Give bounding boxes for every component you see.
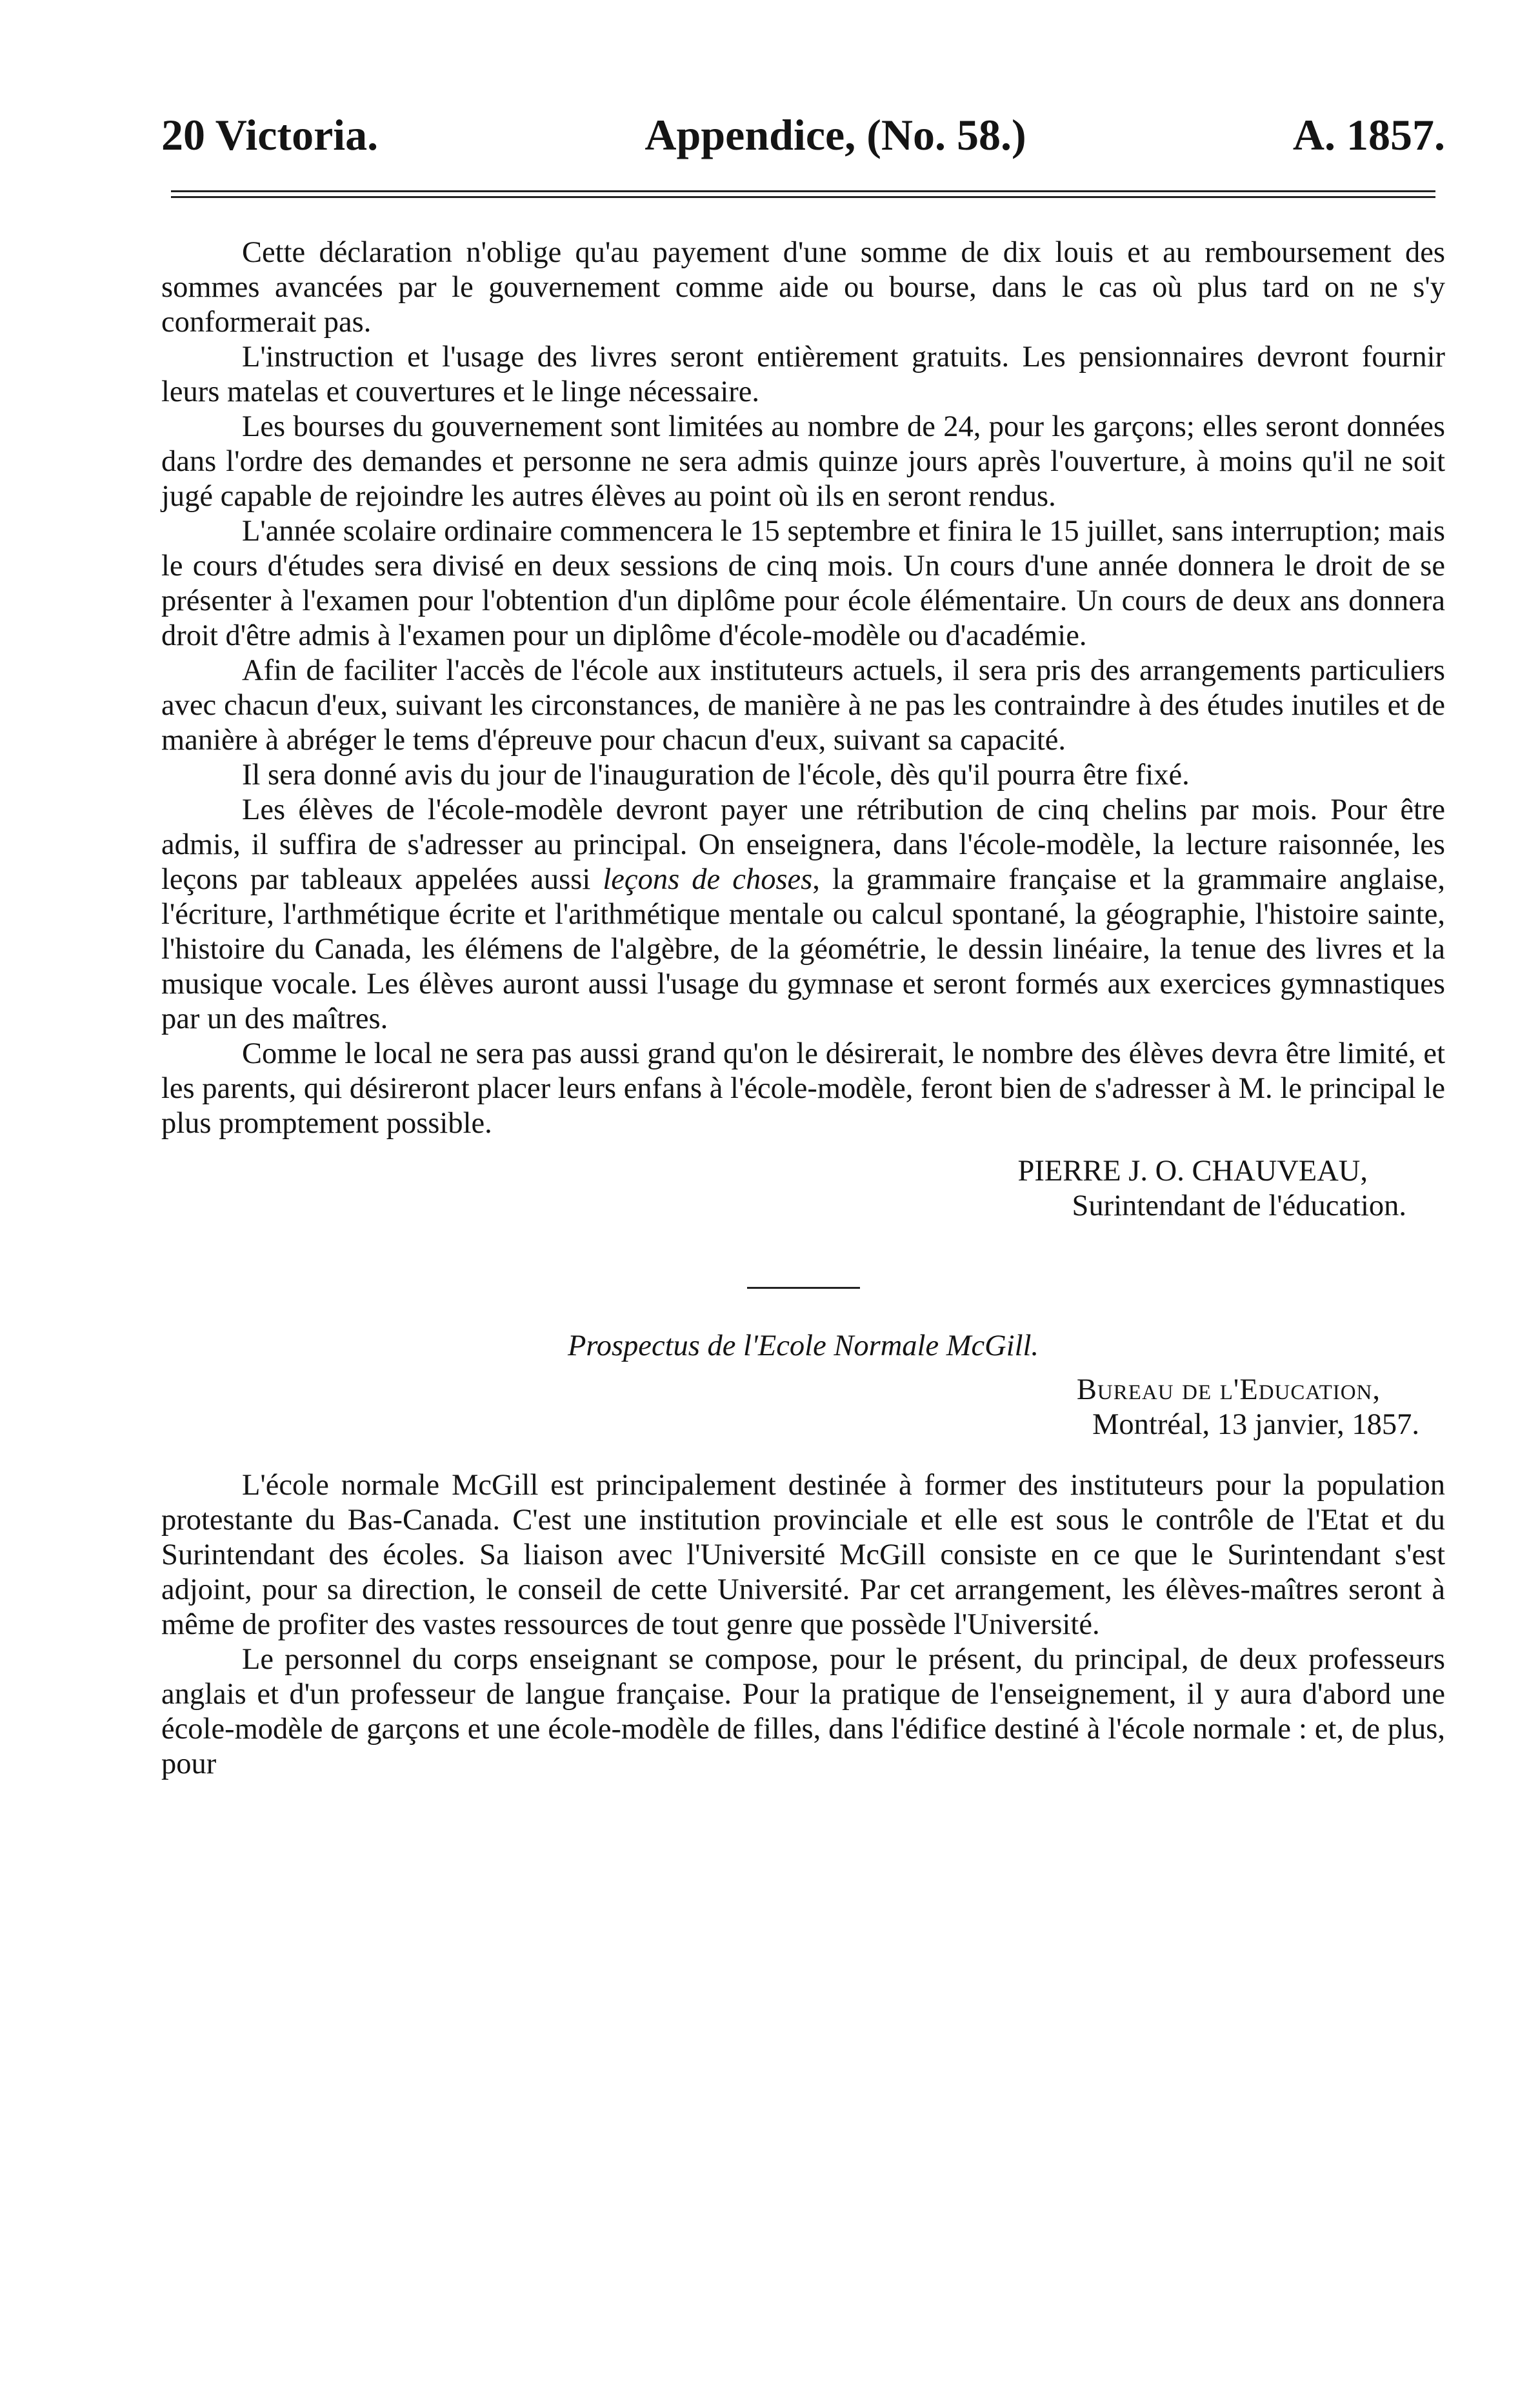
header-appendix: Appendice, (No. 58.): [645, 110, 1026, 159]
header-year: A. 1857.: [1292, 110, 1445, 159]
paragraph: Il sera donné avis du jour de l'inauguration de l'école, dès qu'il pourra être fixé.: [242, 759, 1190, 791]
header-double-rule: [171, 190, 1435, 198]
paragraph: L'école normale McGill est principalement destinée à former des instituteurs pour la population protestante du Bas-Canada. C'est une institution provinciale et elle est sous le contrôle de l'Etat et du Surintendant des écoles. Sa liaison avec l'Université McGill consiste en ce que le Surintendant s'est adjoint, pour sa direction, le conseil de cette Université. Par cet arrangement, les élèves-maîtres seront à même de profiter des vastes ressources de tout genre que possède l'Université.: [161, 1469, 1445, 1641]
paragraph: Le personnel du corps enseignant se compose, pour le présent, du principal, de deux professeurs anglais et d'un professeur de langue française. Pour la pratique de l'enseignement, il y aura d'abord une école-modèle de garçons et une école-modèle de filles, dans l'édifice destiné à l'école normale : et, de plus, pour: [161, 1643, 1445, 1780]
signatory-title: Surintendant de l'éducation.: [1072, 1189, 1406, 1222]
section2-body: [161, 1468, 1445, 1782]
paragraph: Cette déclaration n'oblige qu'au payement d'une somme de dix louis et au remboursement des sommes avancées par le gouvernement comme aide ou bourse, dans le cas où plus tard on ne s'y conformerait pas.: [161, 236, 1445, 339]
paragraph: Les bourses du gouvernement sont limitées au nombre de 24, pour les garçons; elles seront données dans l'ordre des demandes et personne ne sera admis quinze jours après l'ouverture, à moins qu'il ne soit jugé capable de rejoindre les autres élèves au point où ils en seront rendus.: [161, 410, 1445, 513]
header-session: 20 Victoria.: [161, 110, 379, 159]
section-title: Prospectus de l'Ecole Normale McGill.: [567, 1329, 1039, 1362]
paragraph-text: , la grammaire française et la grammaire anglaise, l'écriture, l'arthmétique écrite et l'arithmétique mentale ou calcul spontané, la géographie, l'histoire sainte, l'histoire du Canada, les élémens de l'algèbre, de la géométrie, le dessin linéaire, la tenue des livres et la musique vocale. Les élèves auront aussi l'usage du gymnase et seront formés aux exercices gymnastiques par un des maîtres.: [161, 863, 1446, 1035]
italic-term: leçons de choses: [603, 863, 813, 896]
place-date: Montréal, 13 janvier, 1857.: [1092, 1408, 1419, 1441]
signature-block: [161, 1154, 1445, 1224]
section-divider: [747, 1287, 860, 1289]
office-name: Bureau de l'Education,: [1076, 1373, 1381, 1406]
paragraph: [161, 793, 1445, 1037]
paragraph: Afin de faciliter l'accès de l'école aux instituteurs actuels, il sera pris des arrangements particuliers avec chacun d'eux, suivant les circonstances, de manière à ne pas les contraindre à des études inutiles et de manière à abréger le tems d'épreuve pour chacun d'eux, suivant sa capacité.: [161, 654, 1445, 757]
paragraph: L'instruction et l'usage des livres seront entièrement gratuits. Les pensionnaires devront fournir leurs matelas et couvertures et le linge nécessaire.: [161, 341, 1445, 408]
running-header: [161, 110, 1445, 159]
paragraph-text: Les élèves de l'école-modèle devront payer une rétribution de cinq chelins par mois. Pour être admis, il suffira de s'adresser au principal. On enseignera, dans l'école-modèle, la lecture raisonnée, les leçons par tableaux appelées aussi: [161, 793, 1445, 896]
signatory-name: PIERRE J. O. CHAUVEAU,: [1017, 1155, 1368, 1188]
document-body: [161, 235, 1445, 1782]
paragraph: L'année scolaire ordinaire commencera le 15 septembre et finira le 15 juillet, sans interruption; mais le cours d'études sera divisé en deux sessions de cinq mois. Un cours d'une année donnera le droit de se présenter à l'examen pour l'obtention d'un diplôme pour école élémentaire. Un cours de deux ans donnera droit d'être admis à l'examen pour un diplôme d'école-modèle ou d'académie.: [161, 515, 1445, 652]
paragraph: Comme le local ne sera pas aussi grand qu'on le désirerait, le nombre des élèves devra être limité, et les parents, qui désireront placer leurs enfans à l'école-modèle, feront bien de s'adresser à M. le principal le plus promptement possible.: [161, 1037, 1445, 1140]
document-page: [161, 110, 1446, 1782]
dateline: [161, 1373, 1445, 1442]
